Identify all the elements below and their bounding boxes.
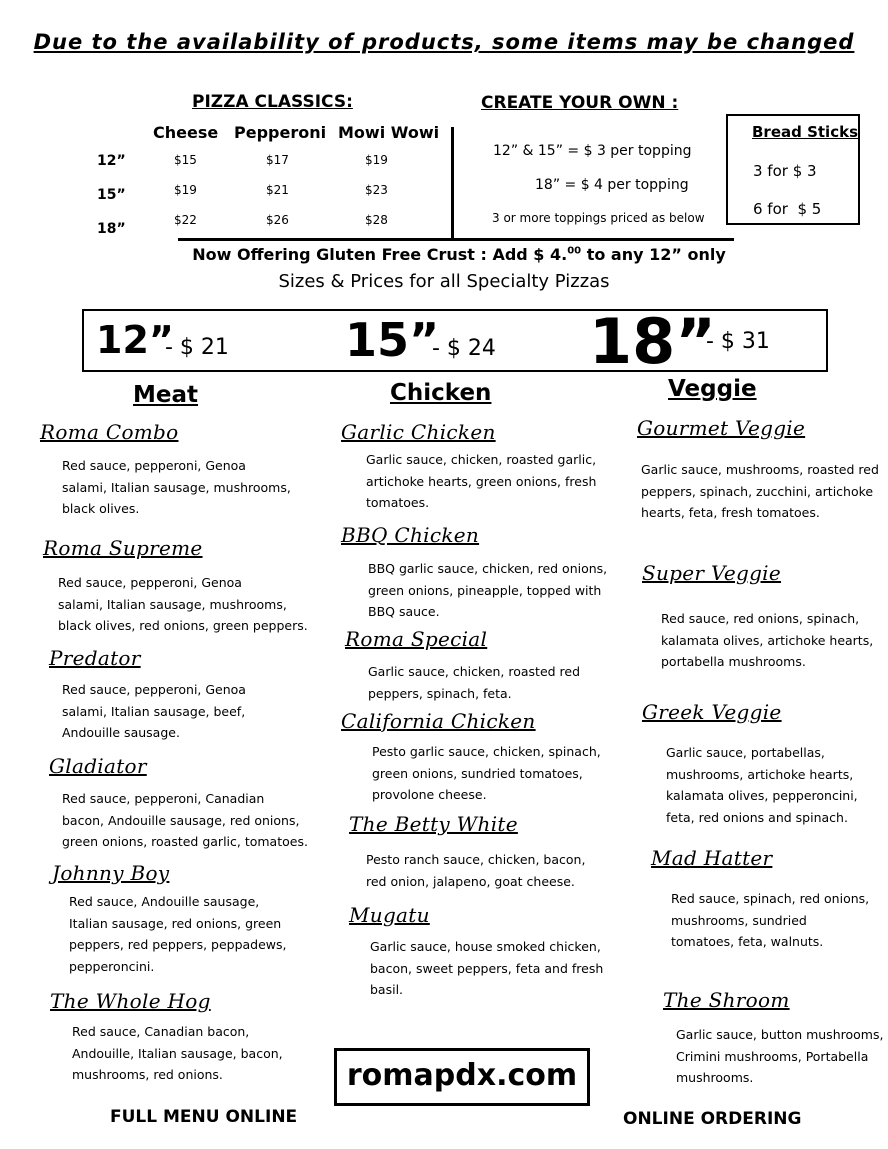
price-cell: $19 bbox=[174, 183, 197, 197]
description-line: black olives, red onions, green peppers. bbox=[58, 618, 308, 633]
specialty-price-15: - $ 24 bbox=[432, 336, 496, 361]
pizza-description bbox=[62, 455, 291, 520]
description-line: feta, red onions and spinach. bbox=[666, 809, 848, 825]
pizza-name: Gourmet Veggie bbox=[637, 416, 806, 440]
size-label: 12” bbox=[97, 153, 126, 169]
category-chicken: Chicken bbox=[390, 380, 492, 406]
description-line: basil. bbox=[370, 982, 404, 997]
create-line: 18” = $ 4 per topping bbox=[535, 177, 689, 193]
specialty-size-15: 15” bbox=[345, 313, 440, 367]
description-line: BBQ sauce. bbox=[368, 604, 440, 619]
column-header-pepperoni: Pepperoni bbox=[234, 123, 327, 142]
pizza-description bbox=[641, 459, 879, 524]
vertical-divider bbox=[451, 127, 454, 239]
pizza-description bbox=[72, 1021, 283, 1086]
description-line: mushrooms, artichoke hearts, bbox=[666, 766, 854, 782]
category-veggie: Veggie bbox=[668, 376, 757, 402]
price-cell: $22 bbox=[174, 213, 197, 227]
description-line: Red sauce, pepperoni, Genoa bbox=[62, 458, 246, 473]
description-line: peppers, spinach, feta. bbox=[368, 685, 512, 701]
description-line: Italian sausage, red onions, green bbox=[69, 915, 282, 931]
price-cell: $28 bbox=[365, 213, 388, 227]
pizza-name: Gladiator bbox=[49, 754, 147, 778]
size-label: 18” bbox=[97, 221, 126, 237]
pizza-name: BBQ Chicken bbox=[341, 523, 480, 547]
gluten-free-cents: 00 bbox=[567, 245, 582, 257]
description-line: Garlic sauce, button mushrooms, bbox=[676, 1027, 884, 1042]
description-line: Red sauce, Andouille sausage, bbox=[69, 894, 260, 909]
pizza-description bbox=[62, 788, 308, 853]
pizza-description bbox=[368, 661, 580, 704]
sizes-prices-subtitle: Sizes & Prices for all Specialty Pizzas bbox=[278, 271, 610, 292]
pizza-name: Garlic Chicken bbox=[341, 420, 496, 444]
pizza-name: Mugatu bbox=[349, 903, 430, 927]
description-line: Crimini mushrooms, Portabella bbox=[676, 1048, 869, 1064]
description-line: Garlic sauce, house smoked chicken, bbox=[370, 939, 601, 954]
description-line: provolone cheese. bbox=[372, 787, 487, 802]
description-line: Red sauce, pepperoni, Genoa bbox=[62, 682, 246, 697]
description-line: red onion, jalapeno, goat cheese. bbox=[366, 873, 575, 889]
description-line: artichoke hearts, green onions, fresh bbox=[366, 473, 597, 489]
pizza-name: Predator bbox=[49, 646, 141, 670]
pizza-name: Greek Veggie bbox=[642, 700, 782, 724]
description-line: hearts, feta, fresh tomatoes. bbox=[641, 505, 820, 520]
pizza-description bbox=[370, 936, 603, 1001]
price-cell: $15 bbox=[174, 153, 197, 167]
gluten-free-offer bbox=[0, 245, 888, 264]
description-line: bacon, sweet peppers, feta and fresh bbox=[370, 960, 604, 976]
description-line: kalamata olives, pepperoncini, bbox=[666, 788, 858, 803]
create-line: 12” & 15” = $ 3 per topping bbox=[493, 143, 692, 159]
price-cell: $26 bbox=[266, 213, 289, 227]
pizza-description bbox=[69, 891, 287, 977]
full-menu-online-label: FULL MENU ONLINE bbox=[110, 1107, 298, 1127]
description-line: Red sauce, spinach, red onions, bbox=[671, 891, 870, 906]
description-line: peppers, spinach, zucchini, artichoke bbox=[641, 483, 874, 499]
description-line: salami, Italian sausage, beef, bbox=[62, 703, 246, 719]
description-line: green onions, pineapple, topped with bbox=[368, 582, 602, 598]
pizza-description bbox=[372, 741, 601, 806]
description-line: mushrooms, red onions. bbox=[72, 1067, 223, 1082]
description-line: salami, Italian sausage, mushrooms, bbox=[62, 479, 291, 495]
description-line: Pesto garlic sauce, chicken, spinach, bbox=[372, 744, 601, 759]
specialty-size-12: 12” bbox=[96, 318, 174, 362]
specialty-size-18: 18” bbox=[589, 305, 717, 378]
gluten-free-text: Now Offering Gluten Free Crust : Add $ 4. bbox=[192, 245, 568, 264]
description-line: Red sauce, Canadian bacon, bbox=[72, 1024, 250, 1039]
pizza-name: Roma Combo bbox=[40, 420, 179, 444]
create-line: 3 or more toppings priced as below bbox=[492, 211, 705, 225]
description-line: salami, Italian sausage, mushrooms, bbox=[58, 596, 287, 612]
description-line: BBQ garlic sauce, chicken, red onions, bbox=[368, 561, 608, 576]
description-line: portabella mushrooms. bbox=[661, 654, 806, 669]
description-line: mushrooms. bbox=[676, 1070, 754, 1085]
description-line: Garlic sauce, portabellas, bbox=[666, 745, 825, 760]
pizza-description bbox=[62, 679, 246, 744]
pizza-name: Roma Supreme bbox=[43, 536, 203, 560]
description-line: tomatoes. bbox=[366, 495, 430, 510]
create-your-own-title: CREATE YOUR OWN : bbox=[481, 93, 679, 113]
size-label: 15” bbox=[97, 187, 126, 203]
description-line: Andouille, Italian sausage, bacon, bbox=[72, 1045, 283, 1061]
pizza-name: Mad Hatter bbox=[651, 846, 773, 870]
description-line: bacon, Andouille sausage, red onions, bbox=[62, 812, 300, 828]
pizza-description bbox=[368, 558, 607, 623]
availability-notice: Due to the availability of products, some items may be changed bbox=[33, 30, 855, 54]
bread-sticks-price: 6 for $ 5 bbox=[753, 200, 822, 218]
pizza-description bbox=[671, 888, 869, 953]
column-header-cheese: Cheese bbox=[153, 123, 219, 142]
category-meat: Meat bbox=[133, 382, 199, 408]
description-line: mushrooms, sundried bbox=[671, 912, 807, 928]
description-line: pepperoncini. bbox=[69, 958, 155, 974]
description-line: Garlic sauce, mushrooms, roasted red bbox=[641, 462, 879, 477]
price-cell: $17 bbox=[266, 153, 289, 167]
pizza-name: Super Veggie bbox=[642, 561, 782, 585]
pizza-classics-title: PIZZA CLASSICS: bbox=[192, 92, 353, 112]
online-ordering-label: ONLINE ORDERING bbox=[623, 1109, 802, 1129]
price-cell: $19 bbox=[365, 153, 388, 167]
description-line: kalamata olives, artichoke hearts, bbox=[661, 632, 874, 648]
horizontal-divider bbox=[178, 238, 734, 241]
pizza-name: The Whole Hog bbox=[50, 989, 211, 1013]
column-header-mowi-wowi: Mowi Wowi bbox=[338, 123, 440, 142]
pizza-description bbox=[676, 1024, 883, 1089]
description-line: Red sauce, pepperoni, Canadian bbox=[62, 791, 265, 806]
description-line: green onions, sundried tomatoes, bbox=[372, 765, 583, 781]
description-line: Andouille sausage. bbox=[62, 725, 180, 740]
specialty-price-18: - $ 31 bbox=[706, 329, 770, 354]
description-line: Garlic sauce, chicken, roasted garlic, bbox=[366, 452, 597, 467]
pizza-description bbox=[58, 572, 308, 637]
description-line: Red sauce, pepperoni, Genoa bbox=[58, 575, 242, 590]
bread-sticks-price: 3 for $ 3 bbox=[753, 162, 817, 180]
price-cell: $23 bbox=[365, 183, 388, 197]
gluten-free-text-end: to any 12” only bbox=[581, 245, 726, 264]
specialty-price-12: - $ 21 bbox=[165, 335, 229, 360]
pizza-description bbox=[366, 449, 596, 514]
website-link[interactable]: romapdx.com bbox=[334, 1048, 590, 1106]
description-line: green onions, roasted garlic, tomatoes. bbox=[62, 834, 308, 849]
price-cell: $21 bbox=[266, 183, 289, 197]
pizza-description bbox=[666, 742, 858, 828]
description-line: tomatoes, feta, walnuts. bbox=[671, 934, 824, 949]
pizza-name: Johnny Boy bbox=[52, 861, 170, 885]
pizza-name: Roma Special bbox=[345, 627, 488, 651]
description-line: Red sauce, red onions, spinach, bbox=[661, 611, 860, 626]
description-line: black olives. bbox=[62, 501, 140, 516]
description-line: Garlic sauce, chicken, roasted red bbox=[368, 664, 581, 679]
pizza-description bbox=[366, 849, 585, 892]
pizza-name: California Chicken bbox=[341, 709, 536, 733]
description-line: Pesto ranch sauce, chicken, bacon, bbox=[366, 852, 586, 867]
pizza-description bbox=[661, 608, 873, 673]
description-line: peppers, red peppers, peppadews, bbox=[69, 937, 287, 952]
pizza-name: The Shroom bbox=[663, 988, 790, 1012]
bread-sticks-title: Bread Sticks bbox=[752, 123, 858, 141]
pizza-name: The Betty White bbox=[349, 812, 518, 836]
